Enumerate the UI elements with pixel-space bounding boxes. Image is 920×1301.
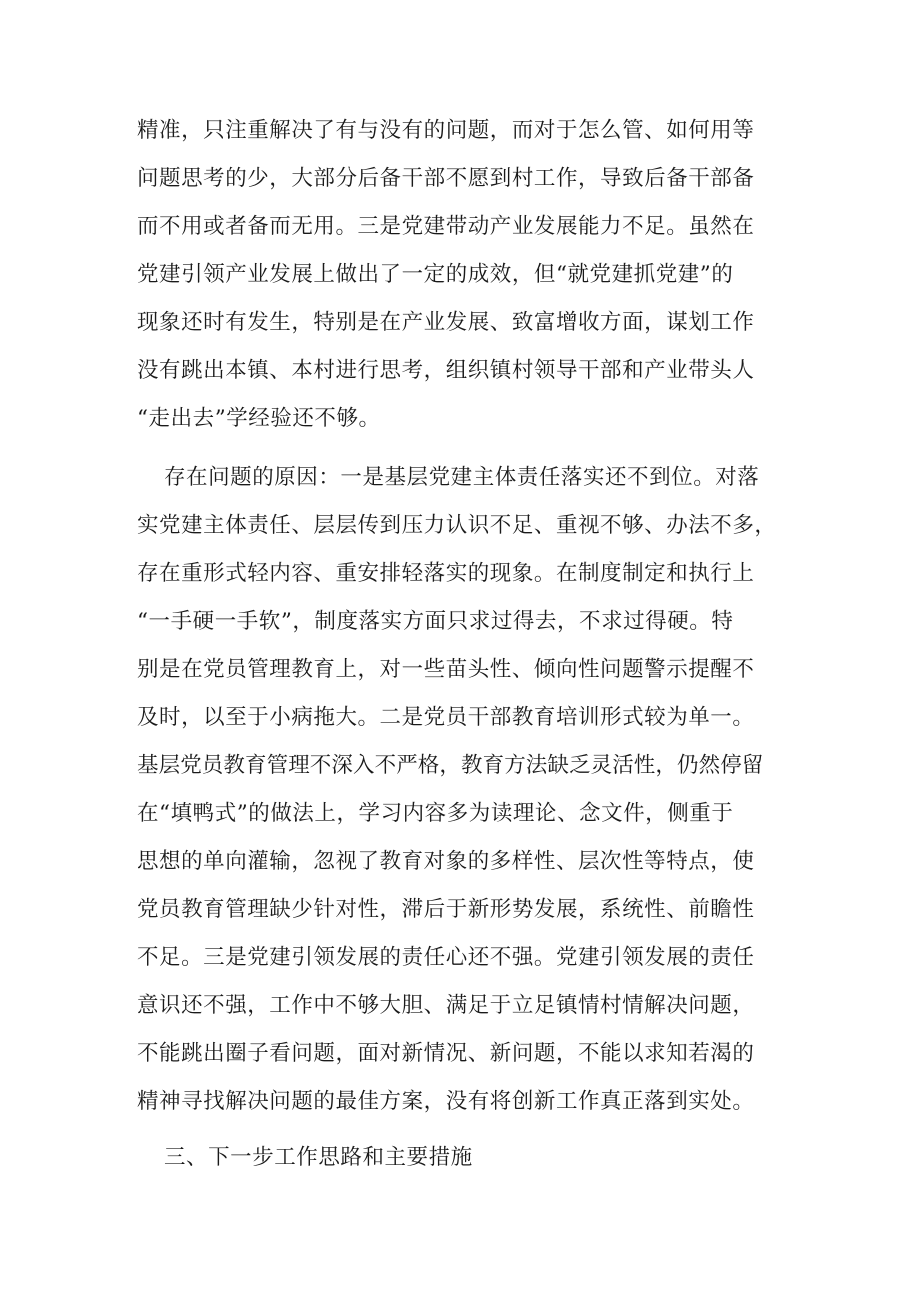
text-line: 存在重形式轻内容、重安排轻落实的现象。在制度制定和执行上 bbox=[137, 561, 755, 586]
section-heading: 三、下一步工作思路和主要措施 bbox=[164, 1145, 473, 1170]
text-line: 实党建主体责任、层层传到压力认识不足、重视不够、办法不多， bbox=[137, 513, 777, 538]
text-line: 现象还时有发生，特别是在产业发展、致富增收方面，谋划工作 bbox=[137, 310, 755, 335]
text-line: “走出去”学经验还不够。 bbox=[137, 406, 381, 431]
text-line: 在“填鸭式”的做法上，学习内容多为读理论、念文件，侧重于 bbox=[137, 801, 734, 826]
text-line: 党员教育管理缺少针对性，滞后于新形势发展，系统性、前瞻性 bbox=[137, 897, 755, 922]
text-line: 不足。三是党建引领发展的责任心还不强。党建引领发展的责任 bbox=[137, 945, 755, 970]
text-line: 思想的单向灌输，忽视了教育对象的多样性、层次性等特点，使 bbox=[137, 849, 755, 874]
text-line: 不能跳出圈子看问题，面对新情况、新问题，不能以求知若渴的 bbox=[137, 1041, 755, 1066]
text-line: 问题思考的少，大部分后备干部不愿到村工作，导致后备干部备 bbox=[137, 166, 755, 191]
text-line: 别是在党员管理教育上，对一些苗头性、倾向性问题警示提醒不 bbox=[137, 657, 755, 682]
text-line: 精准，只注重解决了有与没有的问题，而对于怎么管、如何用等 bbox=[137, 118, 755, 143]
text-line: 没有跳出本镇、本村进行思考，组织镇村领导干部和产业带头人 bbox=[137, 358, 755, 383]
text-line: 而不用或者备而无用。三是党建带动产业发展能力不足。虽然在 bbox=[137, 214, 755, 239]
text-line: 基层党员教育管理不深入不严格，教育方法缺乏灵活性，仍然停留 bbox=[137, 753, 764, 778]
text-line: 意识还不强，工作中不够大胆、满足于立足镇情村情解决问题， bbox=[137, 993, 755, 1018]
text-line: 存在问题的原因：一是基层党建主体责任落实还不到位。对落 bbox=[164, 465, 760, 490]
text-line: 及时，以至于小病拖大。二是党员干部教育培训形式较为单一。 bbox=[137, 705, 755, 730]
text-line: 精神寻找解决问题的最佳方案，没有将创新工作真正落到实处。 bbox=[137, 1089, 755, 1114]
text-line: 党建引领产业发展上做出了一定的成效，但“就党建抓党建”的 bbox=[137, 262, 734, 287]
text-line: “一手硬一手软”，制度落实方面只求过得去，不求过得硬。特 bbox=[137, 609, 734, 634]
